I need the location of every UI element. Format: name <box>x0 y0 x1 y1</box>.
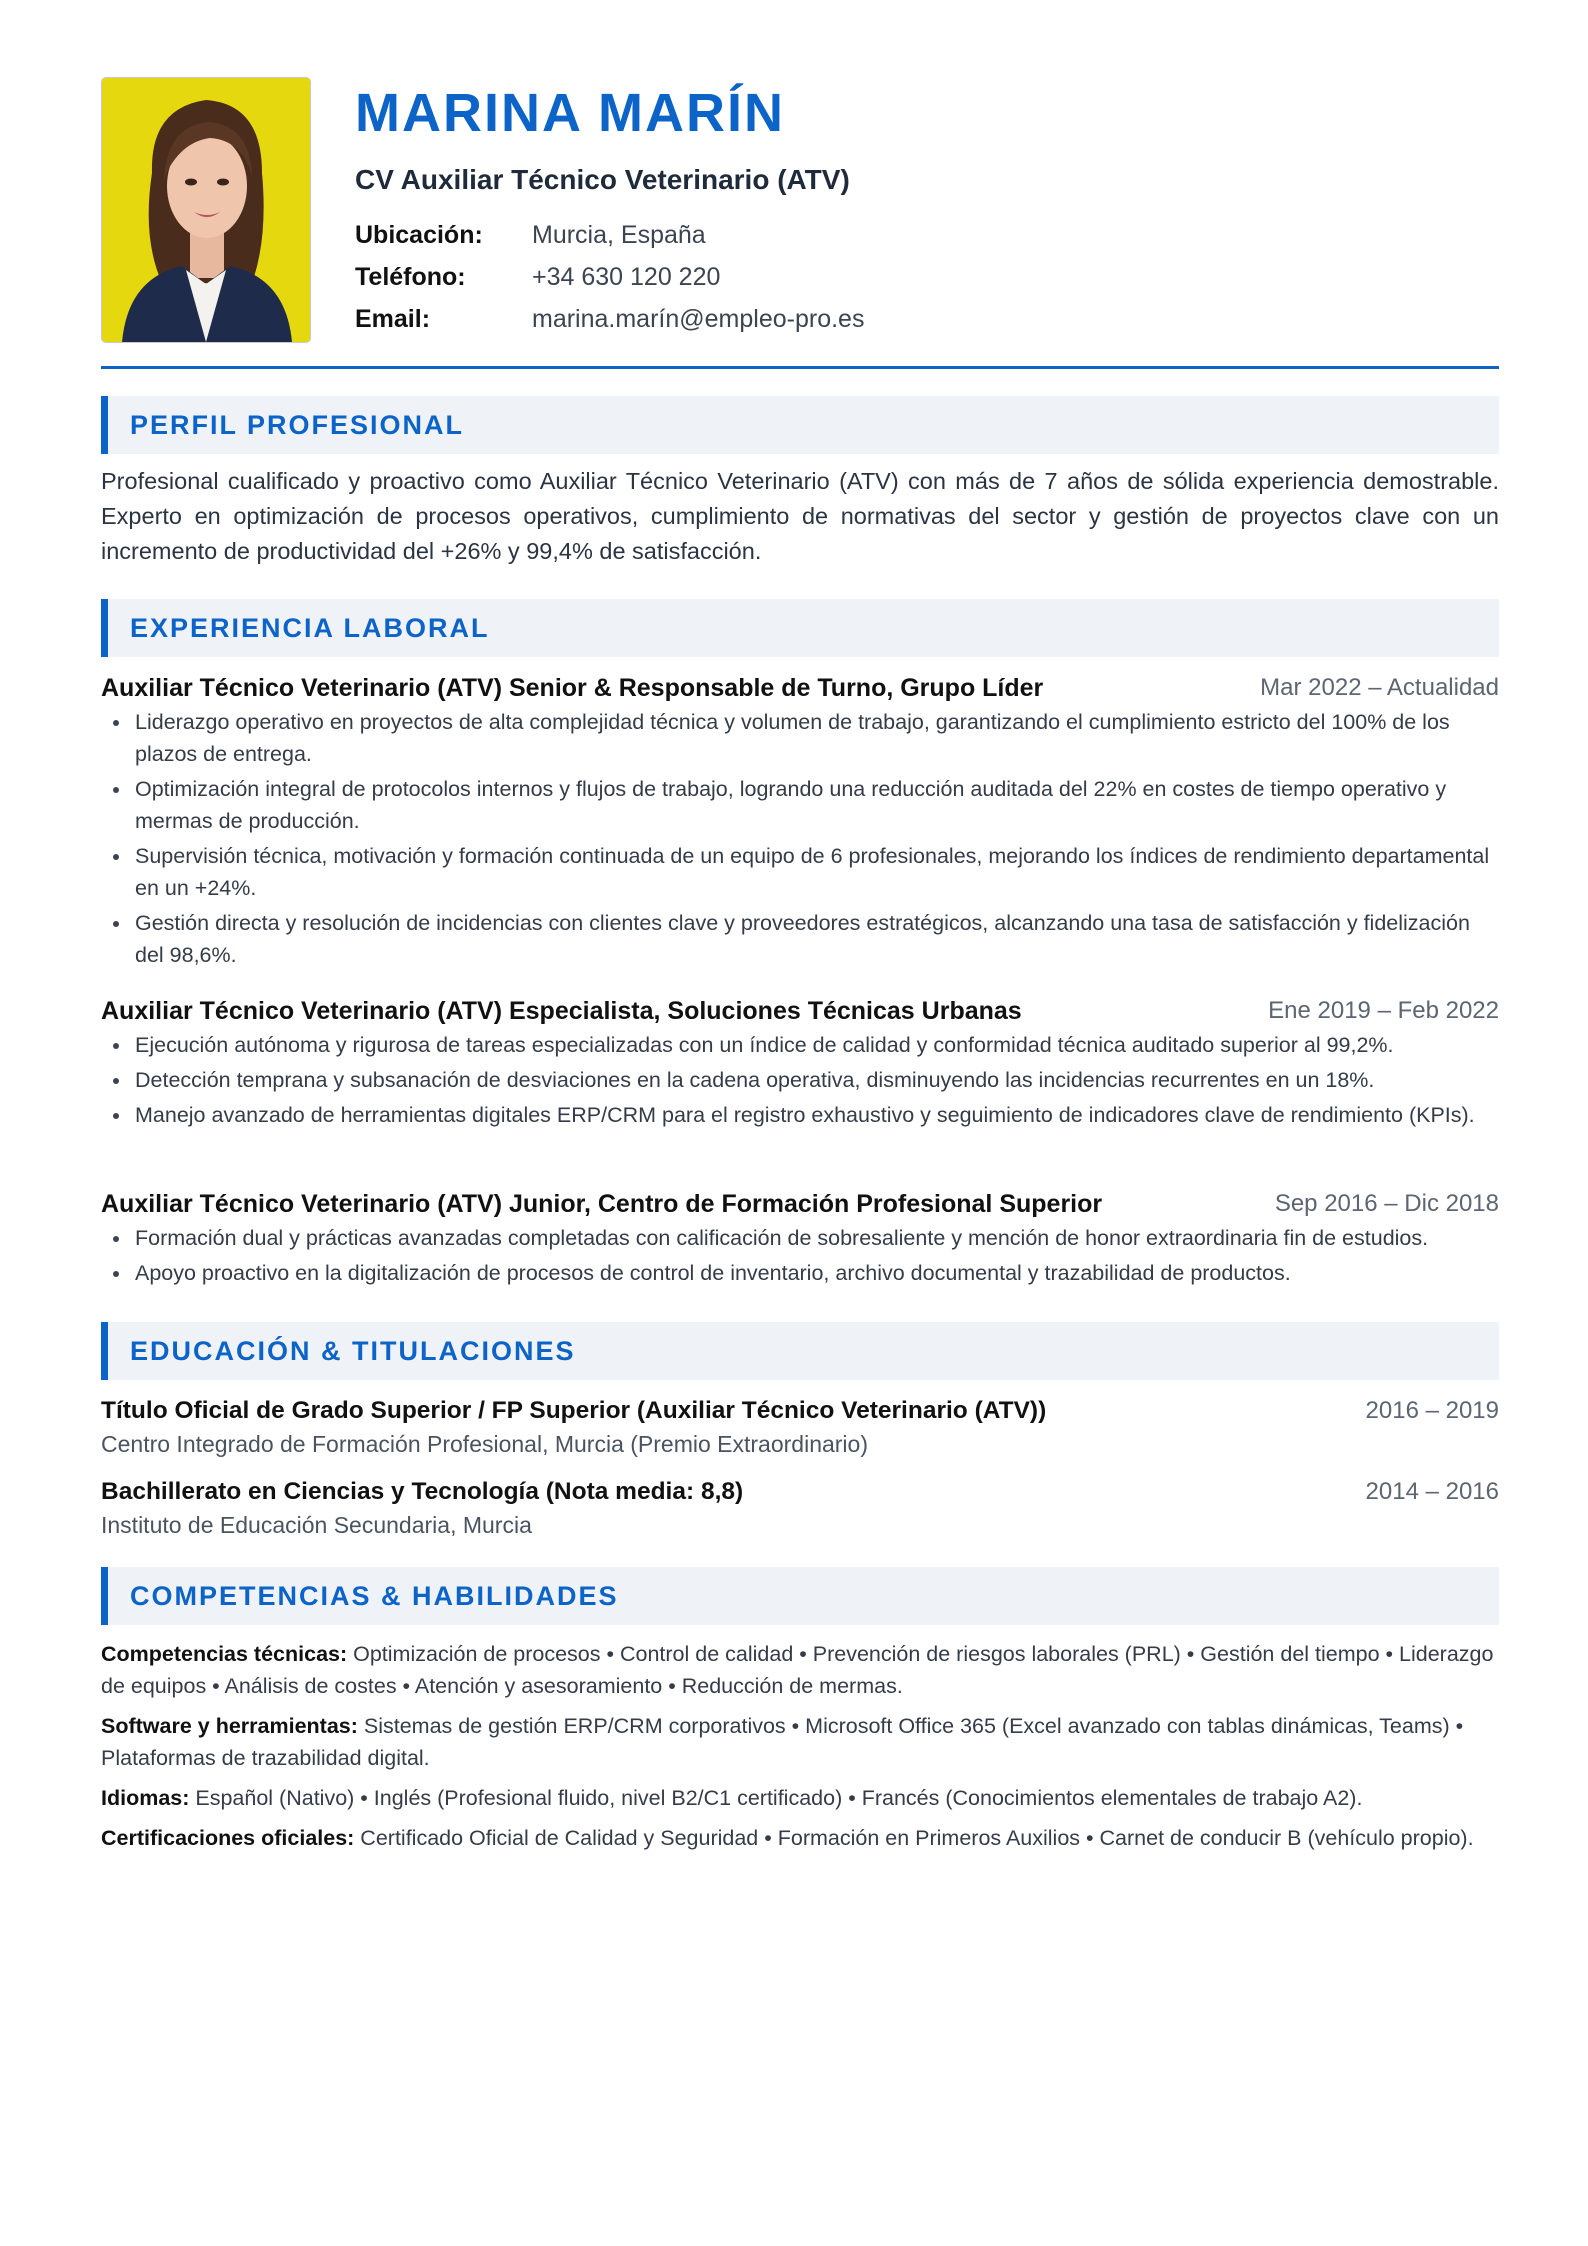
list-item: Apoyo proactivo en la digitalización de procesos de control de inventario, archivo documental y trazabilidad de productos. <box>101 1257 1499 1289</box>
section-experience-heading <box>101 599 1499 657</box>
job-date: Sep 2016 – Dic 2018 <box>1274 1190 1499 1217</box>
section-profile-heading <box>101 396 1499 454</box>
skill-text: Sistemas de gestión ERP/CRM corporativos • Microsoft Office 365 (Excel avanzado con tablas dinámicas, Teams) • Plataformas de trazabilidad digital. <box>101 1714 1464 1770</box>
education-title: Bachillerato en Ciencias y Tecnología (Nota media: 8,8) <box>101 1478 744 1505</box>
skill-label: Idiomas: <box>101 1786 190 1810</box>
section-title: EDUCACIÓN & TITULACIONES <box>130 1336 576 1366</box>
section-education-heading <box>101 1322 1499 1380</box>
skill-text: Optimización de procesos • Control de calidad • Prevención de riesgos laborales (PRL) • Gestión del tiempo • Liderazgo de equipos • Análisis de costes • Atención y asesoramiento • Reducción de mermas. <box>101 1642 1494 1698</box>
contact-label: Ubicación: <box>355 221 483 249</box>
contact-value: marina.marín@empleo-pro.es <box>532 305 865 333</box>
skill-row <box>101 1710 1499 1774</box>
education-title: Título Oficial de Grado Superior / FP Superior (Auxiliar Técnico Veterinario (ATV)) <box>101 1397 1047 1424</box>
list-item: Liderazgo operativo en proyectos de alta complejidad técnica y volumen de trabajo, garantizando el cumplimiento estricto del 100% de los plazos de entrega. <box>101 706 1499 770</box>
education-institution: Instituto de Educación Secundaria, Murcia <box>101 1512 532 1538</box>
contact-value: Murcia, España <box>532 221 706 249</box>
skill-text: Certificado Oficial de Calidad y Seguridad • Formación en Primeros Auxilios • Carnet de conducir B (vehículo propio). <box>354 1826 1474 1850</box>
section-skills-heading <box>101 1567 1499 1625</box>
candidate-name: MARINA MARÍN <box>355 83 785 143</box>
cv-header <box>101 77 1499 367</box>
list-item: Manejo avanzado de herramientas digitales ERP/CRM para el registro exhaustivo y seguimiento de indicadores clave de rendimiento (KPIs). <box>101 1099 1499 1131</box>
education-institution: Centro Integrado de Formación Profesional, Murcia (Premio Extraordinario) <box>101 1431 868 1457</box>
job-title: Auxiliar Técnico Veterinario (ATV) Especialista, Soluciones Técnicas Urbanas <box>101 997 1022 1025</box>
list-item: Formación dual y prácticas avanzadas completadas con calificación de sobresaliente y mención de honor extraordinaria fin de estudios. <box>101 1222 1499 1254</box>
education-date: 2014 – 2016 <box>1365 1478 1499 1505</box>
list-item: Optimización integral de protocolos internos y flujos de trabajo, logrando una reducción auditada del 22% en costes de tiempo operativo y mermas de producción. <box>101 773 1499 837</box>
section-title: COMPETENCIAS & HABILIDADES <box>130 1581 619 1611</box>
job-title: Auxiliar Técnico Veterinario (ATV) Junior, Centro de Formación Profesional Superior <box>101 1190 1103 1218</box>
skill-row <box>101 1822 1499 1854</box>
list-item: Gestión directa y resolución de incidencias con clientes clave y proveedores estratégicos, alcanzando una tasa de satisfacción y fidelización del 98,6%. <box>101 907 1499 971</box>
job-bullets <box>101 706 1499 974</box>
skill-row <box>101 1638 1499 1702</box>
contact-label: Teléfono: <box>355 263 466 291</box>
job-title: Auxiliar Técnico Veterinario (ATV) Senior & Responsable de Turno, Grupo Líder <box>101 674 1044 702</box>
job-date: Ene 2019 – Feb 2022 <box>1268 997 1499 1024</box>
header-divider <box>101 366 1499 369</box>
list-item: Detección temprana y subsanación de desviaciones en la cadena operativa, disminuyendo las incidencias recurrentes en un 18%. <box>101 1064 1499 1096</box>
skill-row <box>101 1782 1499 1814</box>
list-item: Ejecución autónoma y rigurosa de tareas especializadas con un índice de calidad y conformidad técnica auditado superior al 99,2%. <box>101 1029 1499 1061</box>
header-info <box>355 77 865 333</box>
contact-label: Email: <box>355 305 431 333</box>
job-bullets <box>101 1222 1499 1292</box>
skill-label: Software y herramientas: <box>101 1714 358 1738</box>
profile-photo <box>101 77 311 343</box>
cv-subtitle: CV Auxiliar Técnico Veterinario (ATV) <box>355 164 850 195</box>
section-title: PERFIL PROFESIONAL <box>130 410 465 440</box>
education-date: 2016 – 2019 <box>1365 1397 1499 1424</box>
list-item: Supervisión técnica, motivación y formación continuada de un equipo de 6 profesionales, mejorando los índices de rendimiento departamental en un +24%. <box>101 840 1499 904</box>
skill-label: Competencias técnicas: <box>101 1642 348 1666</box>
job-bullets <box>101 1029 1499 1134</box>
skill-label: Certificaciones oficiales: <box>101 1826 355 1850</box>
profile-summary: Profesional cualificado y proactivo como Auxiliar Técnico Veterinario (ATV) con más de 7 años de sólida experiencia demostrable. Experto en optimización de procesos operativos, cumplimiento de normativas del sector y gestión de proyectos clave con un incremento de productividad del +26% y 99,4% de satisfacción. <box>101 468 1499 564</box>
skill-text: Español (Nativo) • Inglés (Profesional fluido, nivel B2/C1 certificado) • Francés (Conocimientos elementales de trabajo A2). <box>189 1786 1363 1810</box>
section-title: EXPERIENCIA LABORAL <box>130 613 490 643</box>
job-date: Mar 2022 – Actualidad <box>1260 674 1499 701</box>
skills-block <box>101 1638 1499 1862</box>
contact-value: +34 630 120 220 <box>532 263 721 291</box>
